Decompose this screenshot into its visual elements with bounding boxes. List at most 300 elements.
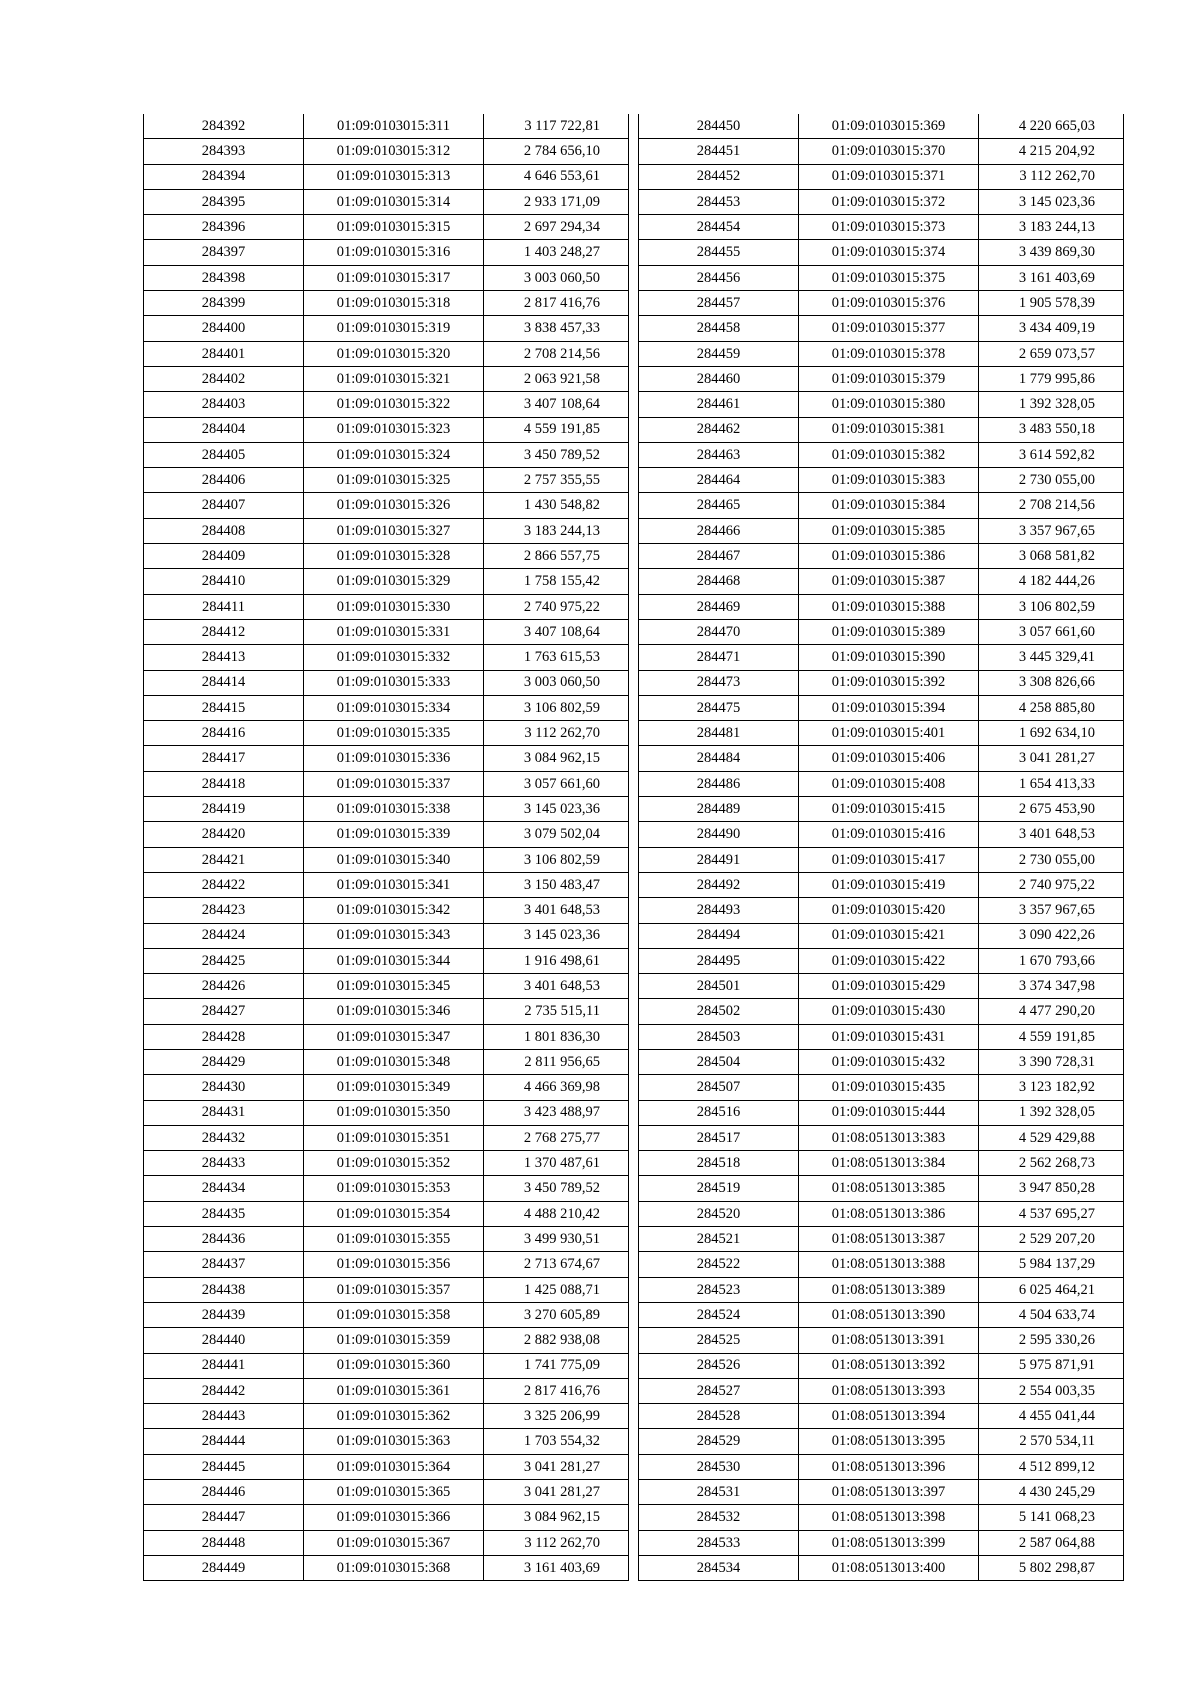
value-cell: 3 183 244,13 [979, 215, 1124, 240]
table-row [144, 645, 629, 670]
table-row [144, 518, 629, 543]
value-cell: 3 374 347,98 [979, 974, 1124, 999]
cadastral-number-cell: 01:09:0103015:379 [799, 366, 979, 391]
row-number-cell: 284404 [144, 417, 304, 442]
row-number-cell: 284492 [639, 872, 799, 897]
value-cell: 1 370 487,61 [484, 1151, 629, 1176]
value-cell: 2 740 975,22 [979, 872, 1124, 897]
value-cell: 2 730 055,00 [979, 468, 1124, 493]
value-cell: 3 445 329,41 [979, 645, 1124, 670]
table-row [144, 797, 629, 822]
value-cell: 3 308 826,66 [979, 670, 1124, 695]
table-row [639, 1530, 1124, 1555]
table-row [144, 1125, 629, 1150]
value-cell: 3 041 281,27 [484, 1480, 629, 1505]
row-number-cell: 284453 [639, 189, 799, 214]
table-row [144, 1049, 629, 1074]
cadastral-number-cell: 01:09:0103015:328 [304, 544, 484, 569]
value-cell: 3 084 962,15 [484, 746, 629, 771]
row-number-cell: 284450 [639, 114, 799, 139]
row-number-cell: 284396 [144, 215, 304, 240]
table-row [144, 1100, 629, 1125]
cadastral-number-cell: 01:09:0103015:376 [799, 291, 979, 316]
cadastral-number-cell: 01:09:0103015:345 [304, 974, 484, 999]
cadastral-number-cell: 01:09:0103015:380 [799, 392, 979, 417]
row-number-cell: 284527 [639, 1378, 799, 1403]
cadastral-number-cell: 01:09:0103015:378 [799, 341, 979, 366]
table-row [144, 1429, 629, 1454]
cadastral-number-cell: 01:09:0103015:364 [304, 1454, 484, 1479]
cadastral-number-cell: 01:09:0103015:332 [304, 645, 484, 670]
value-cell: 3 947 850,28 [979, 1176, 1124, 1201]
value-cell: 2 768 275,77 [484, 1125, 629, 1150]
cadastral-number-cell: 01:09:0103015:390 [799, 645, 979, 670]
cadastral-number-cell: 01:09:0103015:386 [799, 544, 979, 569]
row-number-cell: 284431 [144, 1100, 304, 1125]
table-row [639, 569, 1124, 594]
row-number-cell: 284402 [144, 366, 304, 391]
value-cell: 2 817 416,76 [484, 1378, 629, 1403]
row-number-cell: 284408 [144, 518, 304, 543]
table-row [639, 442, 1124, 467]
row-number-cell: 284466 [639, 518, 799, 543]
cadastral-number-cell: 01:09:0103015:381 [799, 417, 979, 442]
cadastral-number-cell: 01:09:0103015:374 [799, 240, 979, 265]
value-cell: 2 866 557,75 [484, 544, 629, 569]
value-cell: 3 150 483,47 [484, 872, 629, 897]
cadastral-number-cell: 01:09:0103015:361 [304, 1378, 484, 1403]
cadastral-number-cell: 01:09:0103015:408 [799, 771, 979, 796]
row-number-cell: 284422 [144, 872, 304, 897]
row-number-cell: 284501 [639, 974, 799, 999]
cadastral-number-cell: 01:08:0513013:388 [799, 1252, 979, 1277]
table-row [639, 1227, 1124, 1252]
value-cell: 2 817 416,76 [484, 291, 629, 316]
cadastral-number-cell: 01:09:0103015:338 [304, 797, 484, 822]
cadastral-number-cell: 01:09:0103015:363 [304, 1429, 484, 1454]
value-cell: 4 477 290,20 [979, 999, 1124, 1024]
value-cell: 3 117 722,81 [484, 114, 629, 139]
row-number-cell: 284443 [144, 1404, 304, 1429]
row-number-cell: 284433 [144, 1151, 304, 1176]
value-cell: 4 512 899,12 [979, 1454, 1124, 1479]
row-number-cell: 284452 [639, 164, 799, 189]
table-row [144, 1328, 629, 1353]
cadastral-number-cell: 01:09:0103015:432 [799, 1049, 979, 1074]
table-row [144, 265, 629, 290]
cadastral-number-cell: 01:09:0103015:325 [304, 468, 484, 493]
cadastral-number-cell: 01:09:0103015:340 [304, 847, 484, 872]
table-row [144, 544, 629, 569]
table-row [639, 544, 1124, 569]
table-row [144, 1378, 629, 1403]
table-row [144, 417, 629, 442]
value-cell: 1 741 775,09 [484, 1353, 629, 1378]
row-number-cell: 284523 [639, 1277, 799, 1302]
value-cell: 5 975 871,91 [979, 1353, 1124, 1378]
cadastral-number-cell: 01:09:0103015:316 [304, 240, 484, 265]
table-row [144, 291, 629, 316]
row-number-cell: 284470 [639, 619, 799, 644]
table-body-right [639, 114, 1124, 1581]
value-cell: 4 537 695,27 [979, 1201, 1124, 1226]
value-cell: 3 423 488,97 [484, 1100, 629, 1125]
value-cell: 3 483 550,18 [979, 417, 1124, 442]
cadastral-number-cell: 01:09:0103015:377 [799, 316, 979, 341]
row-number-cell: 284401 [144, 341, 304, 366]
cadastral-number-cell: 01:09:0103015:352 [304, 1151, 484, 1176]
cadastral-number-cell: 01:09:0103015:349 [304, 1075, 484, 1100]
row-number-cell: 284484 [639, 746, 799, 771]
table-row [144, 1302, 629, 1327]
cadastral-number-cell: 01:09:0103015:401 [799, 721, 979, 746]
table-row [144, 670, 629, 695]
table-row [144, 189, 629, 214]
table-row [144, 847, 629, 872]
value-cell: 4 258 885,80 [979, 695, 1124, 720]
table-row [144, 1176, 629, 1201]
cadastral-number-cell: 01:09:0103015:350 [304, 1100, 484, 1125]
table-row [144, 923, 629, 948]
value-cell: 3 614 592,82 [979, 442, 1124, 467]
cadastral-number-cell: 01:09:0103015:419 [799, 872, 979, 897]
value-cell: 1 916 498,61 [484, 948, 629, 973]
table-row [639, 1302, 1124, 1327]
value-cell: 4 646 553,61 [484, 164, 629, 189]
table-row [639, 619, 1124, 644]
table-row [639, 1353, 1124, 1378]
row-number-cell: 284461 [639, 392, 799, 417]
value-cell: 4 559 191,85 [484, 417, 629, 442]
row-number-cell: 284481 [639, 721, 799, 746]
row-number-cell: 284525 [639, 1328, 799, 1353]
cadastral-number-cell: 01:09:0103015:317 [304, 265, 484, 290]
cadastral-number-cell: 01:08:0513013:391 [799, 1328, 979, 1353]
cadastral-number-cell: 01:09:0103015:322 [304, 392, 484, 417]
row-number-cell: 284438 [144, 1277, 304, 1302]
value-cell: 3 390 728,31 [979, 1049, 1124, 1074]
cadastral-number-cell: 01:09:0103015:342 [304, 898, 484, 923]
value-cell: 3 090 422,26 [979, 923, 1124, 948]
row-number-cell: 284524 [639, 1302, 799, 1327]
cadastral-number-cell: 01:09:0103015:311 [304, 114, 484, 139]
row-number-cell: 284446 [144, 1480, 304, 1505]
table-row [639, 366, 1124, 391]
value-cell: 3 041 281,27 [484, 1454, 629, 1479]
value-cell: 1 430 548,82 [484, 493, 629, 518]
value-cell: 1 763 615,53 [484, 645, 629, 670]
cadastral-number-cell: 01:09:0103015:355 [304, 1227, 484, 1252]
value-cell: 1 801 836,30 [484, 1024, 629, 1049]
cadastral-number-cell: 01:08:0513013:396 [799, 1454, 979, 1479]
value-cell: 2 595 330,26 [979, 1328, 1124, 1353]
value-cell: 2 063 921,58 [484, 366, 629, 391]
table-row [639, 923, 1124, 948]
table-row [144, 619, 629, 644]
value-cell: 2 730 055,00 [979, 847, 1124, 872]
cadastral-number-cell: 01:09:0103015:357 [304, 1277, 484, 1302]
row-number-cell: 284463 [639, 442, 799, 467]
value-cell: 3 106 802,59 [484, 847, 629, 872]
value-cell: 1 425 088,71 [484, 1277, 629, 1302]
row-number-cell: 284490 [639, 822, 799, 847]
value-cell: 5 984 137,29 [979, 1252, 1124, 1277]
row-number-cell: 284392 [144, 114, 304, 139]
value-cell: 3 838 457,33 [484, 316, 629, 341]
cadastral-number-cell: 01:09:0103015:371 [799, 164, 979, 189]
table-row [639, 1328, 1124, 1353]
table-row [144, 1555, 629, 1580]
row-number-cell: 284415 [144, 695, 304, 720]
value-cell: 3 112 262,70 [979, 164, 1124, 189]
row-number-cell: 284467 [639, 544, 799, 569]
table-row [144, 114, 629, 139]
cadastral-number-cell: 01:09:0103015:444 [799, 1100, 979, 1125]
cadastral-number-cell: 01:09:0103015:351 [304, 1125, 484, 1150]
value-cell: 1 392 328,05 [979, 392, 1124, 417]
table-row [639, 493, 1124, 518]
row-number-cell: 284428 [144, 1024, 304, 1049]
value-cell: 2 659 073,57 [979, 341, 1124, 366]
table-row [639, 1075, 1124, 1100]
row-number-cell: 284444 [144, 1429, 304, 1454]
value-cell: 3 401 648,53 [484, 974, 629, 999]
table-row [639, 1024, 1124, 1049]
cadastral-number-cell: 01:08:0513013:383 [799, 1125, 979, 1150]
table-row [144, 695, 629, 720]
value-cell: 2 570 534,11 [979, 1429, 1124, 1454]
row-number-cell: 284393 [144, 139, 304, 164]
value-cell: 3 145 023,36 [484, 797, 629, 822]
cadastral-number-cell: 01:09:0103015:382 [799, 442, 979, 467]
value-cell: 3 106 802,59 [979, 594, 1124, 619]
data-table-left [143, 114, 629, 1581]
table-row [639, 518, 1124, 543]
value-cell: 3 068 581,82 [979, 544, 1124, 569]
table-row [639, 417, 1124, 442]
value-cell: 3 183 244,13 [484, 518, 629, 543]
value-cell: 2 529 207,20 [979, 1227, 1124, 1252]
value-cell: 3 401 648,53 [484, 898, 629, 923]
cadastral-number-cell: 01:09:0103015:335 [304, 721, 484, 746]
table-row [144, 948, 629, 973]
cadastral-number-cell: 01:09:0103015:388 [799, 594, 979, 619]
value-cell: 4 430 245,29 [979, 1480, 1124, 1505]
cadastral-number-cell: 01:09:0103015:415 [799, 797, 979, 822]
cadastral-number-cell: 01:08:0513013:389 [799, 1277, 979, 1302]
table-row [639, 898, 1124, 923]
cadastral-number-cell: 01:09:0103015:348 [304, 1049, 484, 1074]
row-number-cell: 284424 [144, 923, 304, 948]
cadastral-number-cell: 01:09:0103015:387 [799, 569, 979, 594]
cadastral-number-cell: 01:09:0103015:372 [799, 189, 979, 214]
table-row [639, 670, 1124, 695]
row-number-cell: 284425 [144, 948, 304, 973]
table-row [639, 999, 1124, 1024]
table-body-left [144, 114, 629, 1581]
value-cell: 2 697 294,34 [484, 215, 629, 240]
row-number-cell: 284395 [144, 189, 304, 214]
row-number-cell: 284455 [639, 240, 799, 265]
row-number-cell: 284530 [639, 1454, 799, 1479]
row-number-cell: 284405 [144, 442, 304, 467]
table-row [144, 468, 629, 493]
row-number-cell: 284432 [144, 1125, 304, 1150]
row-number-cell: 284528 [639, 1404, 799, 1429]
value-cell: 2 708 214,56 [484, 341, 629, 366]
cadastral-number-cell: 01:09:0103015:327 [304, 518, 484, 543]
cadastral-number-cell: 01:09:0103015:347 [304, 1024, 484, 1049]
table-row [144, 1404, 629, 1429]
value-cell: 2 554 003,35 [979, 1378, 1124, 1403]
table-row [144, 493, 629, 518]
cadastral-number-cell: 01:09:0103015:417 [799, 847, 979, 872]
row-number-cell: 284507 [639, 1075, 799, 1100]
row-number-cell: 284442 [144, 1378, 304, 1403]
row-number-cell: 284457 [639, 291, 799, 316]
row-number-cell: 284427 [144, 999, 304, 1024]
cadastral-number-cell: 01:09:0103015:343 [304, 923, 484, 948]
table-row [144, 215, 629, 240]
row-number-cell: 284519 [639, 1176, 799, 1201]
cadastral-number-cell: 01:08:0513013:400 [799, 1555, 979, 1580]
cadastral-number-cell: 01:08:0513013:397 [799, 1480, 979, 1505]
table-row [144, 1530, 629, 1555]
value-cell: 2 713 674,67 [484, 1252, 629, 1277]
table-row [639, 645, 1124, 670]
value-cell: 3 084 962,15 [484, 1505, 629, 1530]
cadastral-number-cell: 01:09:0103015:420 [799, 898, 979, 923]
value-cell: 4 455 041,44 [979, 1404, 1124, 1429]
cadastral-number-cell: 01:09:0103015:346 [304, 999, 484, 1024]
table-row [639, 291, 1124, 316]
value-cell: 3 112 262,70 [484, 1530, 629, 1555]
value-cell: 3 079 502,04 [484, 822, 629, 847]
row-number-cell: 284533 [639, 1530, 799, 1555]
value-cell: 6 025 464,21 [979, 1277, 1124, 1302]
value-cell: 1 403 248,27 [484, 240, 629, 265]
table-row [144, 974, 629, 999]
cadastral-number-cell: 01:08:0513013:390 [799, 1302, 979, 1327]
cadastral-number-cell: 01:09:0103015:365 [304, 1480, 484, 1505]
cadastral-number-cell: 01:09:0103015:336 [304, 746, 484, 771]
cadastral-number-cell: 01:09:0103015:323 [304, 417, 484, 442]
value-cell: 3 161 403,69 [484, 1555, 629, 1580]
value-cell: 2 757 355,55 [484, 468, 629, 493]
value-cell: 2 784 656,10 [484, 139, 629, 164]
table-row [144, 316, 629, 341]
table-row [639, 1378, 1124, 1403]
cadastral-number-cell: 01:09:0103015:331 [304, 619, 484, 644]
row-number-cell: 284489 [639, 797, 799, 822]
value-cell: 3 270 605,89 [484, 1302, 629, 1327]
cadastral-number-cell: 01:08:0513013:387 [799, 1227, 979, 1252]
cadastral-number-cell: 01:08:0513013:395 [799, 1429, 979, 1454]
cadastral-number-cell: 01:09:0103015:362 [304, 1404, 484, 1429]
cadastral-number-cell: 01:09:0103015:341 [304, 872, 484, 897]
row-number-cell: 284486 [639, 771, 799, 796]
table-row [639, 1176, 1124, 1201]
row-number-cell: 284430 [144, 1075, 304, 1100]
value-cell: 2 933 171,09 [484, 189, 629, 214]
table-row [639, 1201, 1124, 1226]
table-row [639, 316, 1124, 341]
value-cell: 3 407 108,64 [484, 392, 629, 417]
cadastral-number-cell: 01:08:0513013:393 [799, 1378, 979, 1403]
row-number-cell: 284448 [144, 1530, 304, 1555]
table-row [639, 847, 1124, 872]
cadastral-number-cell: 01:09:0103015:329 [304, 569, 484, 594]
table-row [144, 569, 629, 594]
table-row [144, 721, 629, 746]
value-cell: 2 587 064,88 [979, 1530, 1124, 1555]
cadastral-number-cell: 01:09:0103015:324 [304, 442, 484, 467]
row-number-cell: 284526 [639, 1353, 799, 1378]
table-row [144, 1075, 629, 1100]
table-row [144, 872, 629, 897]
cadastral-number-cell: 01:09:0103015:375 [799, 265, 979, 290]
cadastral-number-cell: 01:08:0513013:392 [799, 1353, 979, 1378]
cadastral-number-cell: 01:09:0103015:394 [799, 695, 979, 720]
table-row [639, 392, 1124, 417]
table-row [639, 1125, 1124, 1150]
row-number-cell: 284532 [639, 1505, 799, 1530]
value-cell: 5 141 068,23 [979, 1505, 1124, 1530]
value-cell: 3 434 409,19 [979, 316, 1124, 341]
table-row [639, 594, 1124, 619]
cadastral-number-cell: 01:09:0103015:392 [799, 670, 979, 695]
table-row [639, 948, 1124, 973]
value-cell: 4 182 444,26 [979, 569, 1124, 594]
table-row [639, 1404, 1124, 1429]
row-number-cell: 284459 [639, 341, 799, 366]
value-cell: 5 802 298,87 [979, 1555, 1124, 1580]
value-cell: 4 504 633,74 [979, 1302, 1124, 1327]
row-number-cell: 284494 [639, 923, 799, 948]
cadastral-number-cell: 01:09:0103015:344 [304, 948, 484, 973]
table-row [144, 771, 629, 796]
table-row [144, 341, 629, 366]
row-number-cell: 284440 [144, 1328, 304, 1353]
cadastral-number-cell: 01:09:0103015:385 [799, 518, 979, 543]
value-cell: 1 670 793,66 [979, 948, 1124, 973]
table-row [639, 1049, 1124, 1074]
cadastral-number-cell: 01:09:0103015:370 [799, 139, 979, 164]
cadastral-number-cell: 01:08:0513013:384 [799, 1151, 979, 1176]
table-row [144, 392, 629, 417]
table-row [144, 594, 629, 619]
row-number-cell: 284503 [639, 1024, 799, 1049]
row-number-cell: 284426 [144, 974, 304, 999]
cadastral-number-cell: 01:09:0103015:353 [304, 1176, 484, 1201]
value-cell: 2 675 453,90 [979, 797, 1124, 822]
row-number-cell: 284410 [144, 569, 304, 594]
row-number-cell: 284517 [639, 1125, 799, 1150]
row-number-cell: 284419 [144, 797, 304, 822]
table-row [639, 139, 1124, 164]
cadastral-number-cell: 01:09:0103015:319 [304, 316, 484, 341]
value-cell: 1 758 155,42 [484, 569, 629, 594]
row-number-cell: 284473 [639, 670, 799, 695]
row-number-cell: 284420 [144, 822, 304, 847]
table-row [144, 240, 629, 265]
table-row [639, 974, 1124, 999]
cadastral-number-cell: 01:09:0103015:356 [304, 1252, 484, 1277]
value-cell: 3 041 281,27 [979, 746, 1124, 771]
row-number-cell: 284409 [144, 544, 304, 569]
row-number-cell: 284516 [639, 1100, 799, 1125]
value-cell: 2 740 975,22 [484, 594, 629, 619]
